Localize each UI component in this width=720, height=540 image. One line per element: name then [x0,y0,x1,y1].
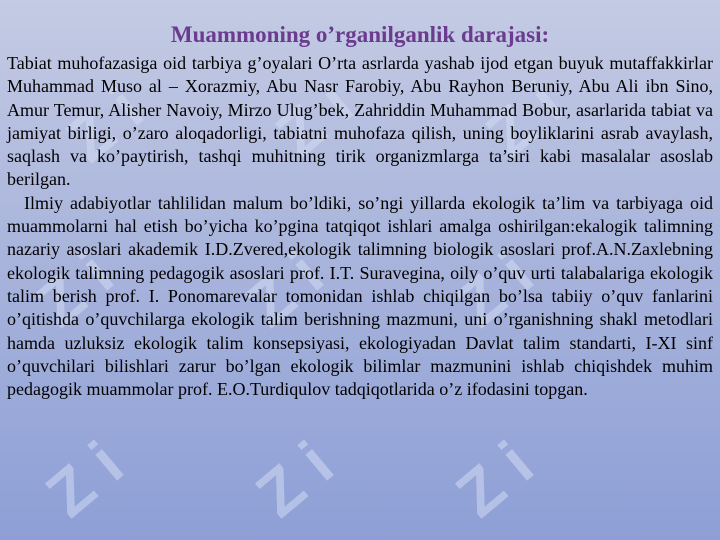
watermark-mark: Z i [472,67,577,171]
slide-body [7,52,713,401]
watermark-mark: Z i [442,427,547,531]
watermark-mark: Z i [232,237,337,341]
watermark-mark: Z i [52,72,157,176]
watermark-mark: Z i [442,237,547,341]
paragraph-1: Tabiat muhofazasiga oid tarbiya g’oyalari O’rta asrlarda yashab ijod etgan buyuk mutaffakkirlar Muhammad Muso al – Xorazmiy, Abu Nasr Farobiy, Abu Rayhon Beruniy, Abu Ali ibn Sino, Amur Temur, Alisher Navoiy, Mirzo Ulug’bek, Zahriddin Muhammad Bobur, asarlarida tabiat va jamiyat birligi, o’zaro aloqadorligi, tabiatni muhofaza qilish, uning boyliklarini asrab avaylash, saqlash va ko’paytirish, tashqi muhitning tirik organizmlarga ta’siri kabi masalalar asoslab berilgan. [7,53,713,190]
paragraph-2: Ilmiy adabiyotlar tahlilidan malum bo’ldiki, so’ngi yillarda ekologik ta’lim va tarbiyaga oid muammolarni hal etish bo’yicha ko’pgina tatqiqot ishlari amalga oshirilgan:ekalogik talimning nazariy asoslari akademik I.D.Zvered,ekologik talimning biologik asoslari prof.A.N.Zaxlebning ekologik talimning pedagogik asoslari prof. I.T. Suravegina, oily o’quv urti talabalariga ekologik talim berish prof. I. Ponomarevalar tomonidan ishlab chiqilgan bo’lsa tabiiy o’quv fanlarini o’qitishda o’quvchilarga ekologik talim berishning mazmuni, uni o’rganishning shakl metodlari hamda uzluksiz ekologik talim konsepsiyasi, ekologiyadan Davlat talim standarti, I-XI sinf o’quvchilari bilishlari zarur bo’lgan ekologik bilimlar mazmunini ishlab chiqishdek muhim pedagogik muammolar prof. E.O.Turdiqulov tadqiqotlarida o’z ifodasini topgan. [7,192,713,400]
watermark-mark: Z i [32,427,137,531]
slide-title: Muammoning o’rganilganlik darajasi: [170,22,550,47]
watermark-mark: Z i [262,67,367,171]
watermark-mark: Z i [22,237,127,341]
watermark-mark: Z i [242,427,347,531]
